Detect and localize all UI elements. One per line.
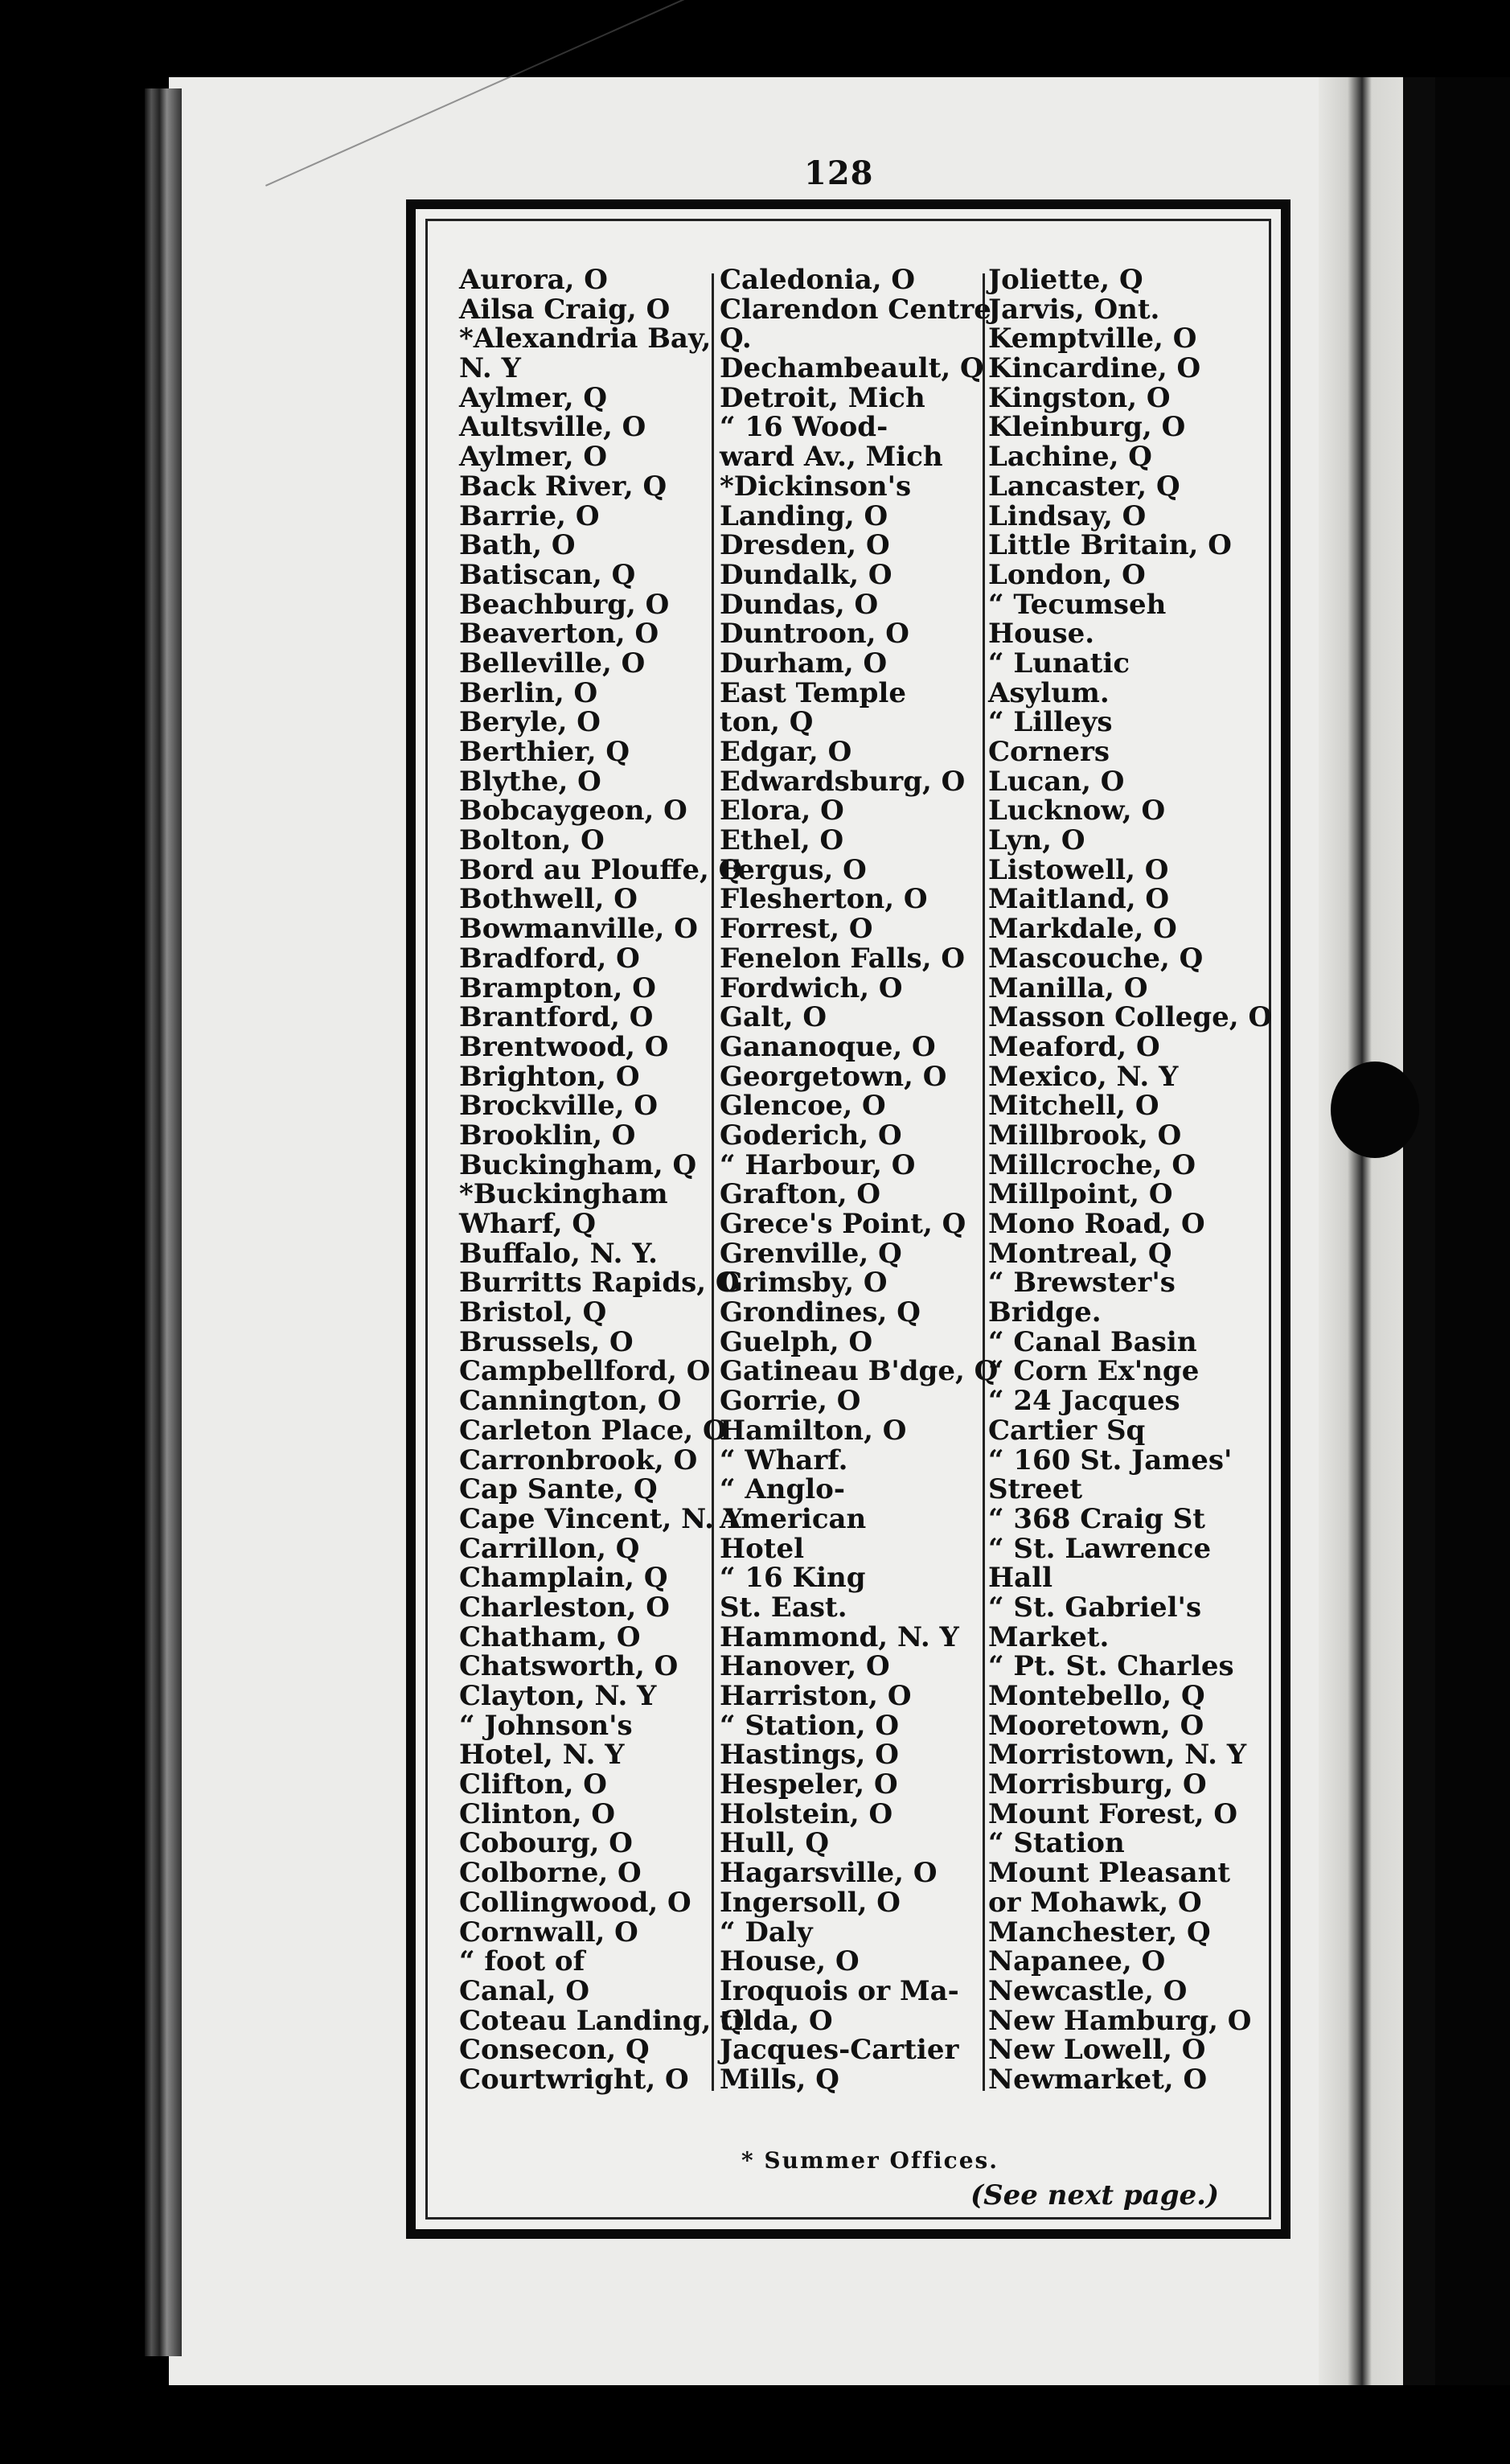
place-entry: Glencoe, O <box>720 1090 886 1123</box>
place-entry: Carrillon, Q <box>459 1532 640 1565</box>
place-entry: Fordwich, O <box>720 971 903 1004</box>
place-entry: “ 368 Craig St <box>988 1502 1205 1535</box>
place-entry: Ethel, O <box>720 824 844 857</box>
place-entry: “ Johnson's <box>459 1709 633 1742</box>
place-entry: Beryle, O <box>459 706 601 739</box>
place-entry: East Temple <box>720 676 906 709</box>
place-entry: Clayton, N. Y <box>459 1680 657 1712</box>
place-entry: “ Lunatic <box>988 647 1130 680</box>
scan-border <box>1403 77 1435 2385</box>
place-entry: Mount Pleasant <box>988 1857 1231 1890</box>
place-entry: Brentwood, O <box>459 1030 669 1063</box>
place-entry: Kleinburg, O <box>988 411 1186 444</box>
place-entry: *Buckingham <box>459 1178 668 1211</box>
place-entry: Jarvis, Ont. <box>988 293 1160 326</box>
place-entry: Grimsby, O <box>720 1267 888 1300</box>
place-entry: Fenelon Falls, O <box>720 942 965 975</box>
place-entry: House, O <box>720 1945 860 1978</box>
place-entry: *Dickinson's <box>720 470 912 503</box>
place-entry: Corners <box>988 736 1110 768</box>
place-entry: Hall <box>988 1562 1052 1595</box>
place-entry: Courtwright, O <box>459 2063 689 2096</box>
place-entry: Lucan, O <box>988 765 1125 798</box>
place-entry: Caledonia, O <box>720 264 916 296</box>
place-entry: Millcroche, O <box>988 1148 1196 1181</box>
place-entry: Bolton, O <box>459 824 605 857</box>
place-entry: Lachine, Q <box>988 441 1152 474</box>
place-entry: Berlin, O <box>459 676 598 709</box>
place-entry: Coteau Landing, Q <box>459 2004 745 2037</box>
place-entry: Bobcaygeon, O <box>459 795 687 827</box>
place-entry: “ Anglo- <box>720 1473 845 1506</box>
place-entry: Edgar, O <box>720 736 852 768</box>
place-entry: Grenville, Q <box>720 1237 902 1270</box>
place-entry: Kingston, O <box>988 381 1171 414</box>
place-entry: Berthier, Q <box>459 736 630 768</box>
place-entry: Fergus, O <box>720 853 867 886</box>
place-entry: “ Brewster's <box>988 1267 1176 1300</box>
place-entry: Buffalo, N. Y. <box>459 1237 658 1270</box>
place-entry: Bath, O <box>459 529 576 562</box>
place-entry: Batiscan, Q <box>459 558 636 591</box>
place-entry: Hammond, N. Y <box>720 1620 959 1653</box>
place-entry: “ Wharf. <box>720 1443 848 1476</box>
place-entry: Brooklin, O <box>459 1119 636 1152</box>
place-entry: Bradford, O <box>459 942 640 975</box>
place-entry: Millpoint, O <box>988 1178 1173 1211</box>
place-entry: Clarendon Centre <box>720 293 991 326</box>
place-entry: Dechambeault, Q <box>720 352 984 385</box>
place-entry: Clinton, O <box>459 1797 616 1830</box>
place-entry: Goderich, O <box>720 1119 902 1152</box>
place-entry: House. <box>988 618 1095 651</box>
place-entry: Brussels, O <box>459 1325 634 1358</box>
place-entry: Chatham, O <box>459 1620 641 1653</box>
place-entry: “ Lilleys <box>988 706 1113 739</box>
place-entry: “ Canal Basin <box>988 1325 1197 1358</box>
place-entry: Canal, O <box>459 1974 590 2007</box>
column-2 <box>720 264 999 2096</box>
place-entry: Bridge. <box>988 1296 1102 1329</box>
place-entry: Edwardsburg, O <box>720 765 966 798</box>
place-entry: Q. <box>720 322 752 355</box>
place-entry: Kincardine, O <box>988 352 1201 385</box>
place-entry: Meaford, O <box>988 1030 1160 1063</box>
place-entry: Lucknow, O <box>988 795 1166 827</box>
place-entry: Markdale, O <box>988 913 1177 946</box>
place-entry: “ Tecumseh <box>988 588 1167 621</box>
page-number: 128 <box>804 154 874 192</box>
place-entry: Lyn, O <box>988 824 1085 857</box>
place-entry: Little Britain, O <box>988 529 1232 562</box>
place-entry: Holstein, O <box>720 1797 893 1830</box>
place-entry: Ailsa Craig, O <box>459 293 671 326</box>
place-entry: “ Pt. St. Charles <box>988 1650 1234 1683</box>
place-entry: Maitland, O <box>988 883 1170 916</box>
place-entry: “ Harbour, O <box>720 1148 916 1181</box>
place-entry: Cornwall, O <box>459 1916 638 1949</box>
place-entry: Hespeler, O <box>720 1768 898 1801</box>
place-entry: Napanee, O <box>988 1945 1166 1978</box>
summer-offices-note: * Summer Offices. <box>741 2147 999 2174</box>
place-entry: Collingwood, O <box>459 1886 691 1919</box>
place-entry: ward Av., Mich <box>720 441 943 474</box>
place-entry: Belleville, O <box>459 647 646 680</box>
place-entry: Back River, Q <box>459 470 667 503</box>
place-entry: St. East. <box>720 1591 847 1624</box>
place-entry: Blythe, O <box>459 765 601 798</box>
place-entry: Hotel, N. Y <box>459 1739 625 1772</box>
place-entry: Cobourg, O <box>459 1827 633 1860</box>
place-entry: Masson College, O <box>988 1001 1273 1034</box>
place-entry: “ 16 King <box>720 1562 866 1595</box>
place-entry: Mexico, N. Y <box>988 1060 1179 1093</box>
place-entry: Carleton Place, O <box>459 1414 727 1447</box>
place-entry: Barrie, O <box>459 499 600 532</box>
place-entry: Mono Road, O <box>988 1208 1205 1240</box>
place-entry: Forrest, O <box>720 913 873 946</box>
place-entry: Aylmer, O <box>459 441 608 474</box>
place-entry: Mills, Q <box>720 2063 839 2096</box>
facing-page-edge <box>1319 77 1415 2385</box>
place-entry: Listowell, O <box>988 853 1169 886</box>
place-entry: Hamilton, O <box>720 1414 907 1447</box>
place-entry: Ingersoll, O <box>720 1886 901 1919</box>
place-entry: Dundalk, O <box>720 558 892 591</box>
place-entry: Cape Vincent, N. Y <box>459 1502 744 1535</box>
place-entry: Lindsay, O <box>988 499 1147 532</box>
place-entry: Carronbrook, O <box>459 1443 698 1476</box>
column-1 <box>459 264 745 2096</box>
place-entry: Cartier Sq <box>988 1414 1146 1447</box>
place-entry: Chatsworth, O <box>459 1650 679 1683</box>
place-entry: Harriston, O <box>720 1680 912 1712</box>
place-entry: Asylum. <box>988 676 1110 709</box>
place-entry: ton, Q <box>720 706 814 739</box>
place-entry: Grece's Point, Q <box>720 1208 966 1240</box>
place-entry: Champlain, Q <box>459 1562 668 1595</box>
place-entry: Brighton, O <box>459 1060 640 1093</box>
place-entry: “ foot of <box>459 1945 585 1978</box>
place-entry: “ St. Gabriel's <box>988 1591 1202 1624</box>
place-entry: “ 16 Wood- <box>720 411 888 444</box>
place-entry: Flesherton, O <box>720 883 928 916</box>
place-entry: Manchester, Q <box>988 1916 1211 1949</box>
place-entry: Gorrie, O <box>720 1385 861 1418</box>
place-entry: Morristown, N. Y <box>988 1739 1247 1772</box>
place-entry: “ Station <box>988 1827 1125 1860</box>
place-entry: Durham, O <box>720 647 888 680</box>
place-entry: *Alexandria Bay, <box>459 322 712 355</box>
place-entry: “ 24 Jacques <box>988 1385 1180 1418</box>
place-entry: Cannington, O <box>459 1385 682 1418</box>
place-entry: Mitchell, O <box>988 1090 1159 1123</box>
place-entry: Newmarket, O <box>988 2063 1208 2096</box>
place-entry: Aultsville, O <box>459 411 646 444</box>
place-entry: Buckingham, Q <box>459 1148 697 1181</box>
place-entry: Bristol, Q <box>459 1296 607 1329</box>
place-entry: Millbrook, O <box>988 1119 1182 1152</box>
place-entry: Hull, Q <box>720 1827 829 1860</box>
place-entry: tilda, O <box>720 2004 833 2037</box>
place-entry: Landing, O <box>720 499 888 532</box>
place-entry: or Mohawk, O <box>988 1886 1202 1919</box>
place-entry: Newcastle, O <box>988 1974 1188 2007</box>
place-entry: Elora, O <box>720 795 844 827</box>
place-entry: Detroit, Mich <box>720 381 925 414</box>
place-entry: Georgetown, O <box>720 1060 947 1093</box>
book-spine <box>145 88 182 2356</box>
place-entry: New Lowell, O <box>988 2034 1206 2067</box>
place-entry: Colborne, O <box>459 1857 642 1890</box>
place-entry: Clifton, O <box>459 1768 607 1801</box>
place-entry: Consecon, Q <box>459 2034 650 2067</box>
place-entry: Morrisburg, O <box>988 1768 1207 1801</box>
place-entry: London, O <box>988 558 1146 591</box>
place-entry: Hagarsville, O <box>720 1857 938 1890</box>
place-entry: Dresden, O <box>720 529 890 562</box>
place-entry: Grondines, Q <box>720 1296 921 1329</box>
place-entry: Beachburg, O <box>459 588 670 621</box>
place-entry: Street <box>988 1473 1083 1506</box>
place-entry: Burritts Rapids, O <box>459 1267 740 1300</box>
place-entry: Montebello, Q <box>988 1680 1205 1712</box>
place-entry: Manilla, O <box>988 971 1148 1004</box>
place-entry: Wharf, Q <box>459 1208 597 1240</box>
place-entry: “ Station, O <box>720 1709 899 1742</box>
place-entry: Grafton, O <box>720 1178 880 1211</box>
place-entry: Mascouche, Q <box>988 942 1204 975</box>
place-entry: “ St. Lawrence <box>988 1532 1212 1565</box>
place-entry: Dundas, O <box>720 588 879 621</box>
place-entry: Gatineau B'dge, Q <box>720 1355 999 1388</box>
see-next-page: (See next page.) <box>970 2179 1220 2211</box>
place-entry: Hotel <box>720 1532 805 1565</box>
place-entry: Bowmanville, O <box>459 913 698 946</box>
place-entry: New Hamburg, O <box>988 2004 1252 2037</box>
place-entry: Hanover, O <box>720 1650 890 1683</box>
directory-frame <box>406 199 1290 2239</box>
place-entry: Campbellford, O <box>459 1355 711 1388</box>
place-entry: “ Corn Ex'nge <box>988 1355 1200 1388</box>
place-entry: Bord au Plouffe, Q <box>459 853 743 886</box>
place-entry: Aurora, O <box>459 264 608 296</box>
place-entry: Charleston, O <box>459 1591 670 1624</box>
place-entry: Galt, O <box>720 1001 827 1034</box>
place-entry: Beaverton, O <box>459 618 659 651</box>
place-entry: Kemptville, O <box>988 322 1197 355</box>
place-entry: “ Daly <box>720 1916 813 1949</box>
place-entry: Guelph, O <box>720 1325 873 1358</box>
place-entry: Bothwell, O <box>459 883 638 916</box>
place-entry: Duntroon, O <box>720 618 909 651</box>
column-3 <box>988 264 1273 2096</box>
place-entry: N. Y <box>459 352 521 385</box>
place-entry: American <box>720 1502 867 1535</box>
place-entry: Mooretown, O <box>988 1709 1204 1742</box>
place-entry: “ 160 St. James' <box>988 1443 1233 1476</box>
place-entry: Aylmer, Q <box>459 381 608 414</box>
place-entry: Brampton, O <box>459 971 656 1004</box>
place-entry: Market. <box>988 1620 1110 1653</box>
place-entry: Jacques-Cartier <box>720 2034 959 2067</box>
place-entry: Lancaster, Q <box>988 470 1180 503</box>
place-entry: Iroquois or Ma- <box>720 1974 959 2007</box>
place-entry: Brockville, O <box>459 1090 659 1123</box>
place-entry: Joliette, Q <box>988 264 1143 296</box>
ink-blot <box>1331 1062 1419 1158</box>
place-entry: Cap Sante, Q <box>459 1473 658 1506</box>
place-entry: Gananoque, O <box>720 1030 936 1063</box>
place-entry: Mount Forest, O <box>988 1797 1237 1830</box>
place-entry: Montreal, Q <box>988 1237 1172 1270</box>
place-entry: Brantford, O <box>459 1001 654 1034</box>
place-entry: Hastings, O <box>720 1739 899 1772</box>
scan-background <box>1435 77 1510 2385</box>
